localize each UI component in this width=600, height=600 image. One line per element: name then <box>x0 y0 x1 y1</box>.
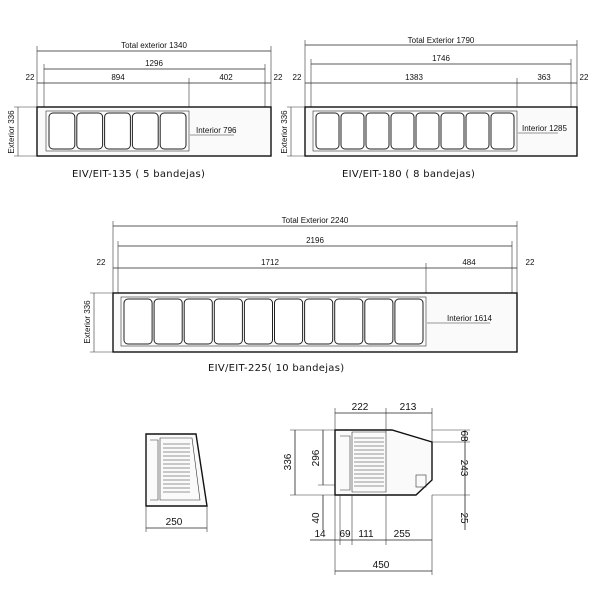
tray-compartment <box>244 299 272 344</box>
tray-compartment <box>124 299 152 344</box>
tray-compartment <box>105 113 131 149</box>
u225-height-label: Exterior 336 <box>83 300 92 344</box>
detail-b69: 69 <box>339 529 351 540</box>
side-view-detail <box>283 402 470 575</box>
tray-compartment <box>132 113 158 149</box>
u225-side-left: 22 <box>96 258 106 267</box>
u180-height-label: Exterior 336 <box>280 110 289 154</box>
tray-compartment <box>395 299 423 344</box>
detail-right-top: 68 <box>458 430 469 442</box>
tray-compartment <box>184 299 212 344</box>
tray-compartment <box>491 113 514 149</box>
u180-side-right: 22 <box>579 73 589 82</box>
tray-compartment <box>305 299 333 344</box>
detail-b111: 111 <box>358 529 374 540</box>
detail-height-inner: 296 <box>311 449 322 467</box>
unit-225-view <box>83 216 535 374</box>
side-small-body <box>146 434 207 506</box>
u135-right-part: 402 <box>219 73 233 82</box>
detail-right-bot: 25 <box>458 512 469 524</box>
detail-top-b: 213 <box>399 402 417 413</box>
u135-left-part: 894 <box>111 73 125 82</box>
u180-right-part: 363 <box>537 73 551 82</box>
detail-height-total: 336 <box>283 453 294 471</box>
side-detail-body <box>335 430 432 495</box>
u180-overall: 1746 <box>432 54 450 63</box>
u225-total-label: Total Exterior 2240 <box>281 216 349 225</box>
u135-total-label: Total exterior 1340 <box>121 41 187 50</box>
u225-caption: EIV/EIT-225( 10 bandejas) <box>208 363 345 374</box>
tray-compartment <box>160 113 186 149</box>
u225-overall: 2196 <box>306 236 324 245</box>
tray-compartment <box>49 113 75 149</box>
u180-interior-label: Interior 1285 <box>522 124 567 133</box>
u180-caption: EIV/EIT-180 ( 8 bandejas) <box>342 169 476 180</box>
u180-side-left: 22 <box>292 73 302 82</box>
u135-side-right: 22 <box>273 73 283 82</box>
u135-height-label: Exterior 336 <box>7 110 16 154</box>
unit-135-view <box>7 41 283 180</box>
u180-left-part: 1383 <box>405 73 423 82</box>
tray-compartment <box>335 299 363 344</box>
u225-side-right: 22 <box>525 258 535 267</box>
detail-top-a: 222 <box>351 402 369 413</box>
detail-right-mid: 243 <box>458 459 469 477</box>
tray-compartment <box>365 299 393 344</box>
side-small-width: 250 <box>165 517 183 528</box>
u135-side-left: 22 <box>25 73 35 82</box>
tray-compartment <box>416 113 439 149</box>
u135-overall: 1296 <box>145 59 163 68</box>
tray-compartment <box>366 113 389 149</box>
detail-bottom-gap: 40 <box>311 512 322 524</box>
tray-compartment <box>154 299 182 344</box>
tray-compartment <box>466 113 489 149</box>
tray-compartment <box>275 299 303 344</box>
u135-trays <box>49 113 186 149</box>
detail-b14: 14 <box>314 529 326 540</box>
u225-left-part: 1712 <box>261 258 279 267</box>
tray-compartment <box>441 113 464 149</box>
tray-compartment <box>341 113 364 149</box>
unit-180-view <box>280 36 589 180</box>
side-view-small <box>146 434 207 532</box>
u180-total-label: Total Exterior 1790 <box>407 36 475 45</box>
detail-depth: 450 <box>372 560 390 571</box>
u225-interior-label: Interior 1614 <box>447 314 492 323</box>
detail-b255: 255 <box>393 529 411 540</box>
u135-caption: EIV/EIT-135 ( 5 bandejas) <box>72 169 206 180</box>
u225-right-part: 484 <box>462 258 476 267</box>
tray-compartment <box>214 299 242 344</box>
tray-compartment <box>391 113 414 149</box>
tray-compartment <box>77 113 103 149</box>
tray-compartment <box>316 113 339 149</box>
u135-interior-label: Interior 796 <box>196 126 237 135</box>
